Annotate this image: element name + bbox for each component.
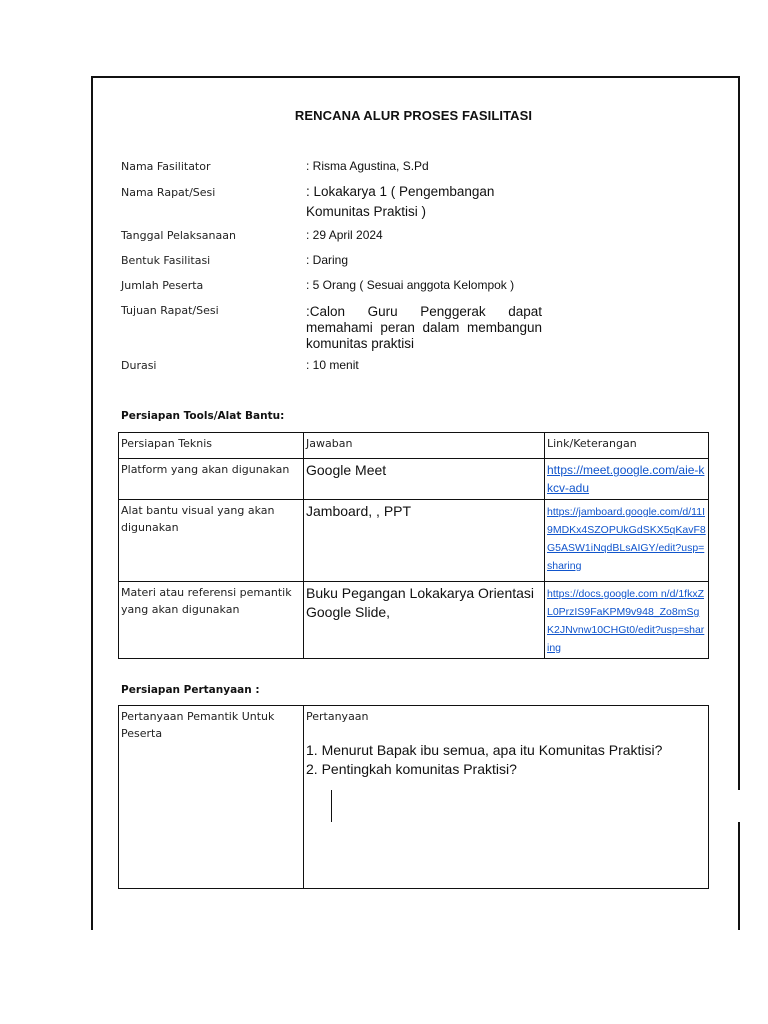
questions-list <box>306 741 706 779</box>
value-jumlah-peserta: : 5 Orang ( Sesuai anggota Kelompok ) <box>306 278 515 292</box>
tools-header-jawaban: Jawaban <box>304 433 545 459</box>
table-row <box>119 582 709 659</box>
tools-link-meet[interactable]: https://meet.google.com/aie-kkcv-adu <box>547 463 705 495</box>
tools-table <box>118 432 709 659</box>
questions-heading: Persiapan Pertanyaan : <box>121 684 260 696</box>
tools-link-jamboard[interactable]: https://jamboard.google.com/d/11I9MDKx4SZOPUkGdSKX5qKavF8G5ASW1iNqdBLsAIGY/edit?usp=sharing <box>547 506 706 572</box>
label-tujuan: Tujuan Rapat/Sesi <box>121 304 219 317</box>
tools-item: Materi atau referensi pemantik yang akan digunakan <box>119 582 304 659</box>
value-nama-fasilitator: : Risma Agustina, S.Pd <box>306 159 429 173</box>
value-tanggal: : 29 April 2024 <box>306 228 383 242</box>
questions-table <box>118 705 709 889</box>
tools-item: Platform yang akan digunakan <box>119 459 304 500</box>
questions-cell[interactable] <box>304 706 709 889</box>
value-nama-rapat-line2: Komunitas Praktisi ) <box>306 204 427 219</box>
question-item-2: 2. Pentingkah komunitas Praktisi? <box>306 761 517 777</box>
document-title: RENCANA ALUR PROSES FASILITASI <box>294 108 533 123</box>
questions-header: Pertanyaan <box>306 710 369 723</box>
label-nama-fasilitator: Nama Fasilitator <box>121 160 211 173</box>
tools-link-docs[interactable]: https://docs.google.com n/d/1fkxZL0PrzIS9FaKPM9v948_Zo8mSgK2JNvnw10CHGt0/edit?usp=sharing <box>547 588 705 654</box>
table-row <box>119 706 709 889</box>
tools-header-row <box>119 433 709 459</box>
questions-left-label: Pertanyaan Pemantik Untuk Peserta <box>119 706 304 889</box>
value-nama-rapat <box>306 183 494 221</box>
tools-answer: Jamboard, , PPT <box>304 500 545 582</box>
label-nama-rapat: Nama Rapat/Sesi <box>121 186 216 199</box>
label-durasi: Durasi <box>121 359 157 372</box>
tools-header-teknis: Persiapan Teknis <box>119 433 304 459</box>
text-cursor <box>331 790 332 822</box>
question-item-1: 1. Menurut Bapak ibu semua, apa itu Komunitas Praktisi? <box>306 742 663 758</box>
border-gap <box>734 790 740 822</box>
tools-header-link: Link/Keterangan <box>545 433 709 459</box>
tools-heading: Persiapan Tools/Alat Bantu: <box>121 410 285 422</box>
tools-item: Alat bantu visual yang akan digunakan <box>119 500 304 582</box>
tools-answer: Google Meet <box>304 459 545 500</box>
value-durasi: : 10 menit <box>306 358 359 372</box>
value-nama-rapat-line1: : Lokakarya 1 ( Pengembangan <box>306 184 495 199</box>
table-row <box>119 500 709 582</box>
tools-answer: Buku Pegangan Lokakarya Orientasi Google Slide, <box>304 582 545 659</box>
value-bentuk-fasilitasi: : Daring <box>306 253 349 267</box>
label-tanggal: Tanggal Pelaksanaan <box>121 229 236 242</box>
table-row <box>119 459 709 500</box>
label-bentuk-fasilitasi: Bentuk Fasilitasi <box>121 254 211 267</box>
value-tujuan: :Calon Guru Penggerak dapat memahami peran dalam membangun komunitas praktisi <box>306 304 542 351</box>
label-jumlah-peserta: Jumlah Peserta <box>121 279 204 292</box>
